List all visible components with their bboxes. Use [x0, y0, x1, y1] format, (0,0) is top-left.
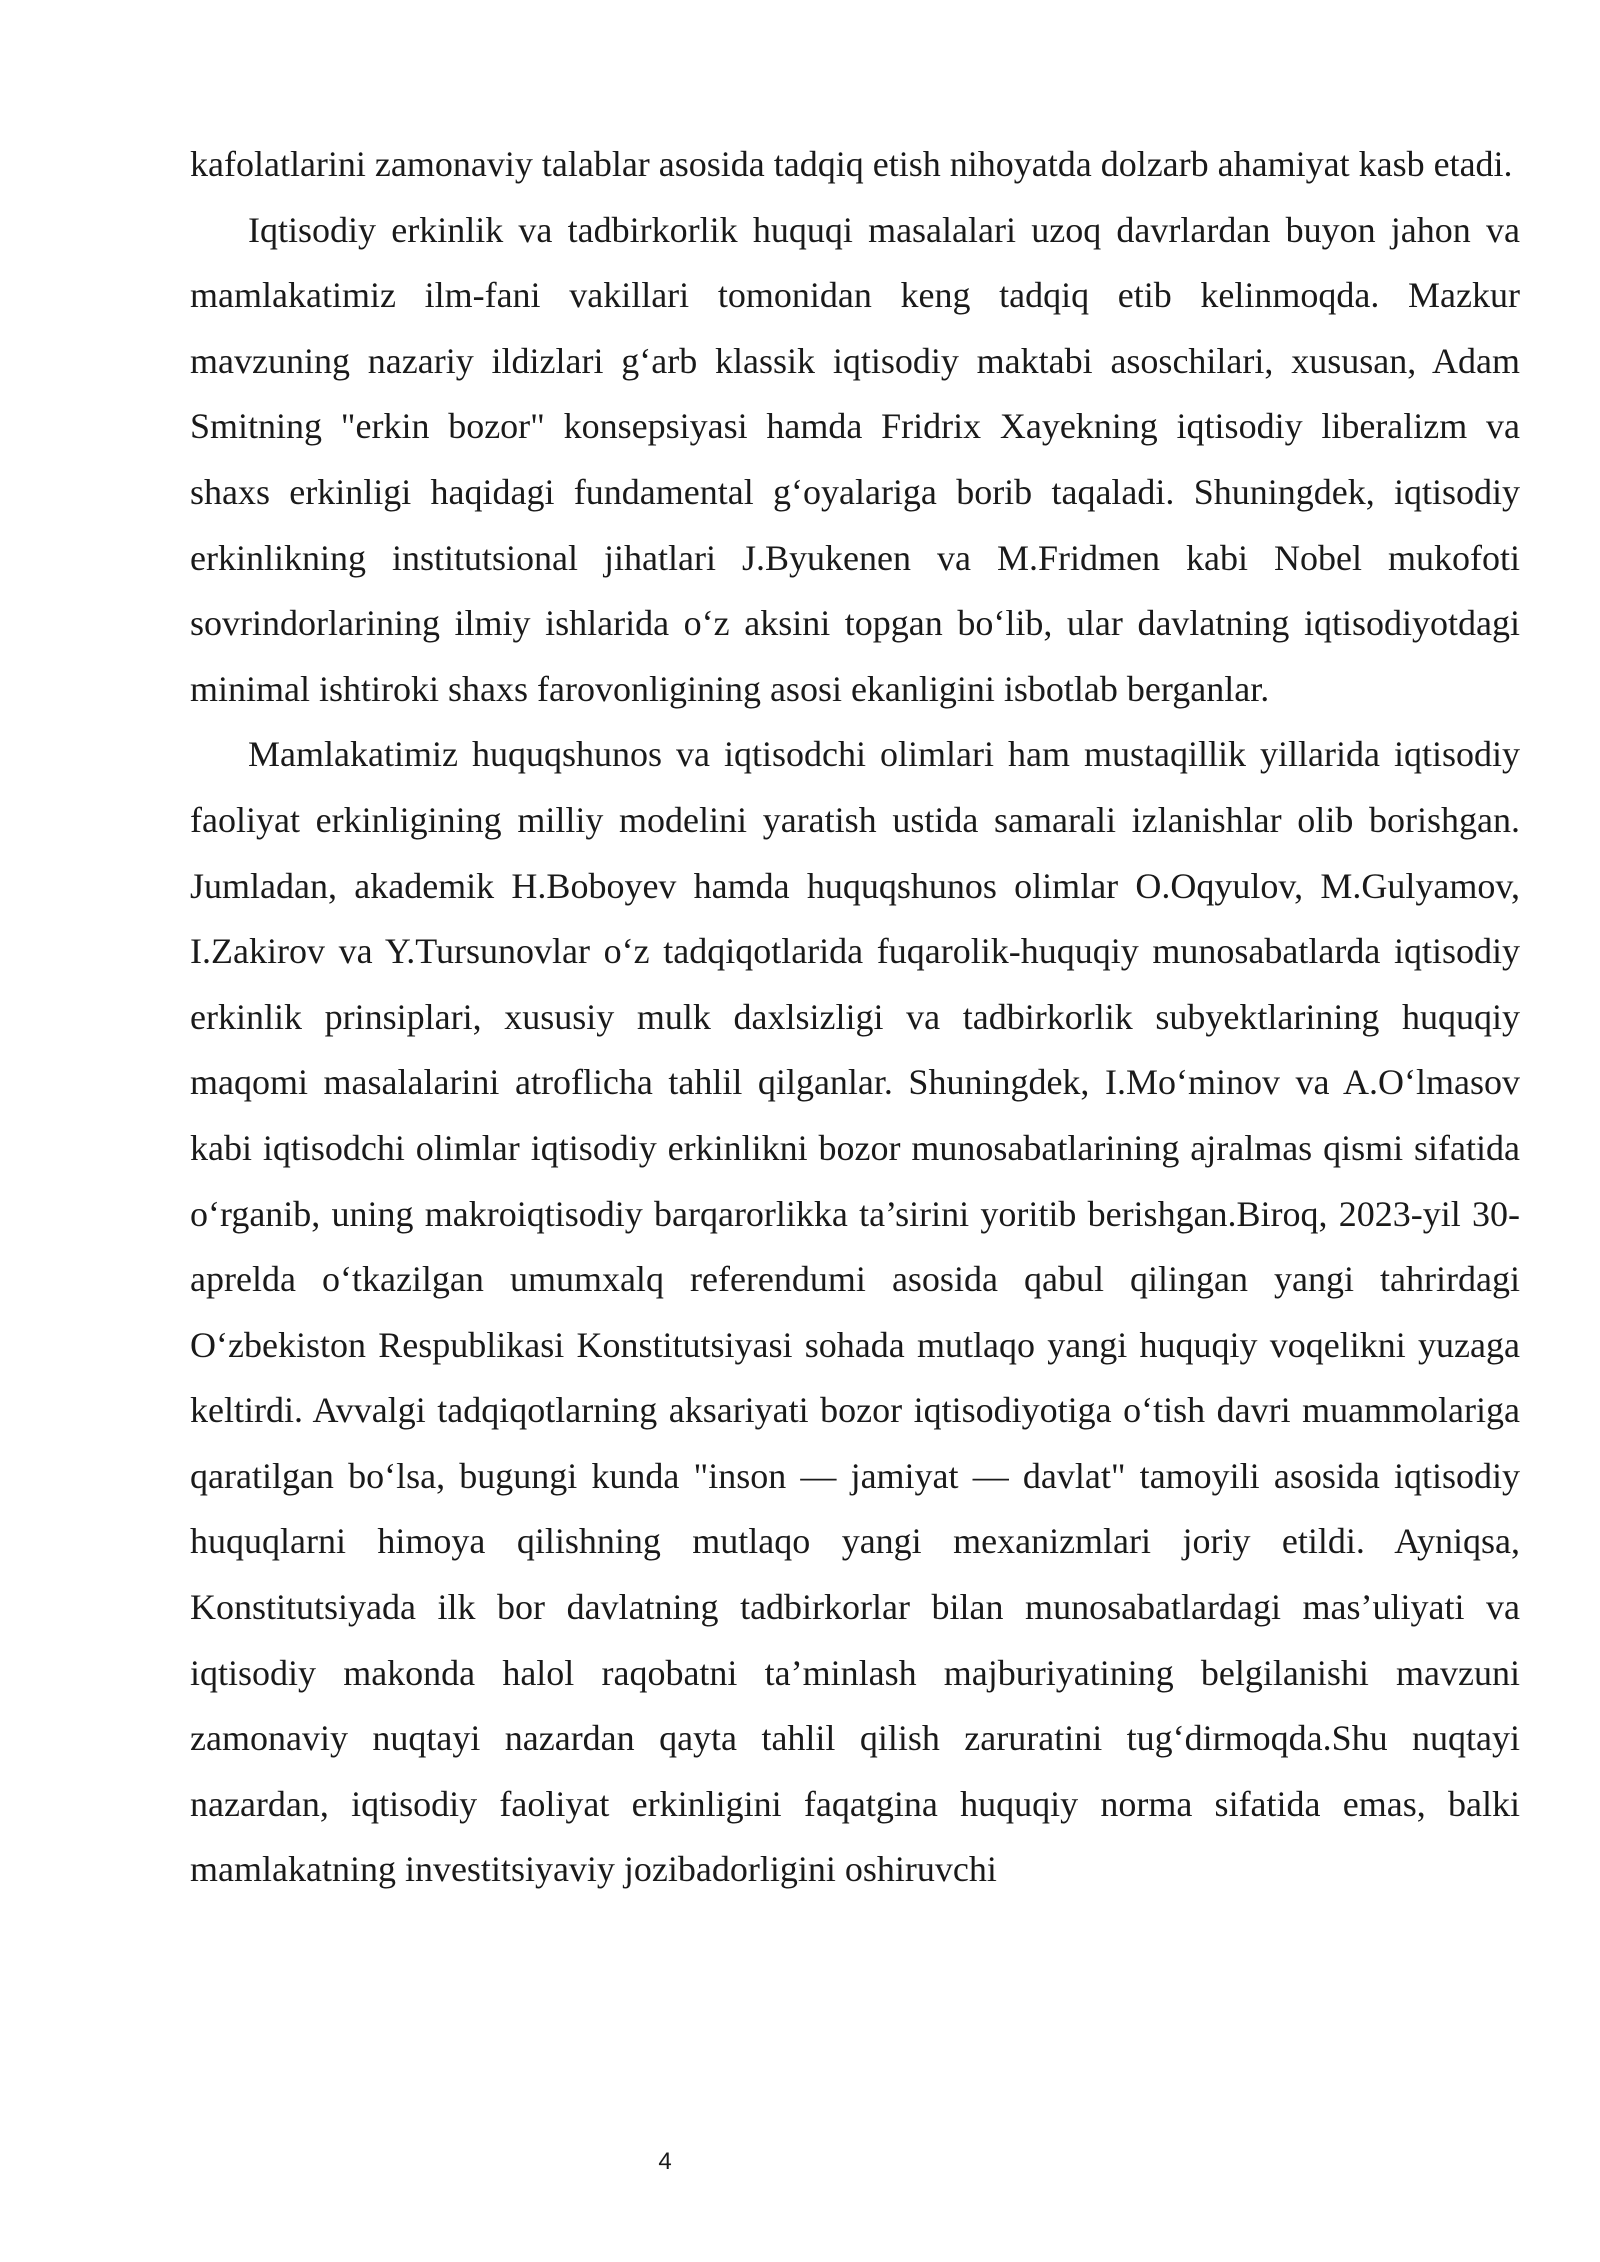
page-number: 4	[658, 2148, 672, 2175]
paragraph-continuation: kafolatlarini zamonaviy talablar asosida tadqiq etish nihoyatda dolzarb ahamiyat kasb etadi.	[190, 144, 1513, 184]
paragraph-national-scholars: Mamlakatimiz huquqshunos va iqtisodchi olimlari ham mustaqillik yillarida iqtisodiy faoliyat erkinligining milliy modelini yaratish ustida samarali izlanishlar olib borishgan. Jumladan, akademik H.Boboyev hamda huquqshunos olimlar O.Oqyulov, M.Gulyamov, I.Zakirov va Y.Tursunovlar o‘z tadqiqotlarida fuqarolik-huquqiy munosabatlarda iqtisodiy erkinlik prinsiplari, xususiy mulk daxlsizligi va tadbirkorlik subyektlarining huquqiy maqomi masalalarini atroflicha tahlil qilganlar. Shuningdek, I.Mo‘minov va A.O‘lmasov kabi iqtisodchi olimlar iqtisodiy erkinlikni bozor munosabatlarining ajralmas qismi sifatida o‘rganib, uning makroiqtisodiy barqarorlikka ta’sirini yoritib berishgan.Biroq, 2023-yil 30-aprelda o‘tkazilgan umumxalq referendumi asosida qabul qilingan yangi tahrirdagi O‘zbekiston Respublikasi Konstitutsiyasi sohada mutlaqo yangi huquqiy voqelikni yuzaga keltirdi. Avvalgi tadqiqotlarning aksariyati bozor iqtisodiyotiga o‘tish davri muammolariga qaratilgan bo‘lsa, bugungi kunda "inson — jamiyat — davlat" tamoyili asosida iqtisodiy huquqlarni himoya qilishning mutlaqo yangi mexanizmlari joriy etildi. Ayniqsa, Konstitutsiyada ilk bor davlatning tadbirkorlar bilan munosabatlardagi mas’uliyati va iqtisodiy makonda halol raqobatni ta’minlash majburiyatining belgilanishi mavzuni zamonaviy nuqtayi nazardan qayta tahlil qilish zaruratini tug‘dirmoqda.Shu nuqtayi nazardan, iqtisodiy faoliyat erkinligini faqatgina huquqiy norma sifatida emas, balki mamlakatning investitsiyaviy jozibadorligini oshiruvchi	[190, 734, 1520, 1890]
paragraph-economic-freedom-theory: Iqtisodiy erkinlik va tadbirkorlik huquqi masalalari uzoq davrlardan buyon jahon va mamlakatimiz ilm-fani vakillari tomonidan keng tadqiq etib kelinmoqda. Mazkur mavzuning nazariy ildizlari g‘arb klassik iqtisodiy maktabi asoschilari, xususan, Adam Smitning "erkin bozor" konsepsiyasi hamda Fridrix Xayekning iqtisodiy liberalizm va shaxs erkinligi haqidagi fundamental g‘oyalariga borib taqaladi. Shuningdek, iqtisodiy erkinlikning institutsional jihatlari J.Byukenen va M.Fridmen kabi Nobel mukofoti sovrindorlarining ilmiy ishlarida o‘z aksini topgan bo‘lib, ular davlatning iqtisodiyotdagi minimal ishtiroki shaxs farovonligining asosi ekanligini isbotlab berganlar.	[190, 209, 1520, 709]
body-text	[190, 132, 1520, 1903]
